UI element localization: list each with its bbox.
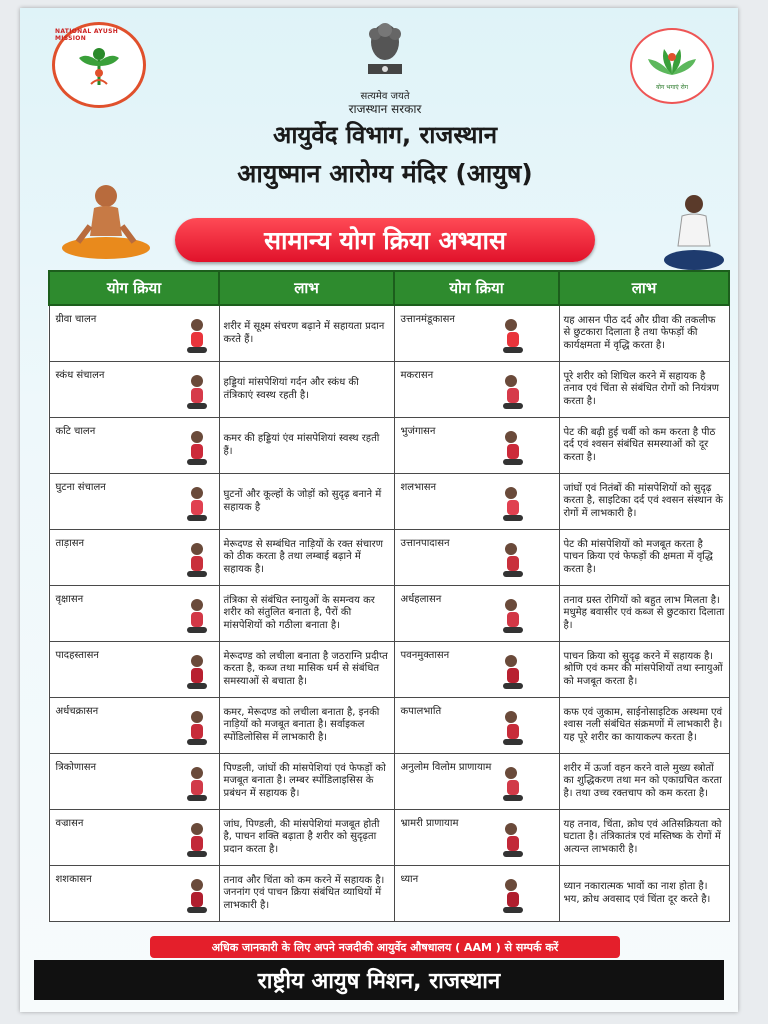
logo-ring-text: NATIONAL AYUSH MISSION xyxy=(55,28,119,42)
pose-name: भुजंगासन xyxy=(400,426,436,437)
yoga-pose-icon xyxy=(153,819,217,863)
pose-benefit: मेरूदण्ड से सम्बंधित नाड़ियों के रक्त संचारण को ठीक करता है तथा लम्बाई बढ़ाने में सहायक है। xyxy=(219,530,394,586)
poster xyxy=(20,8,738,1012)
pose-benefit: पिण्डली, जांघों की मांसपेशियां एवं फेफड़ों को मजबूत बनाता है। लम्बर स्पोंडिलाइसिस के प्रबंधन में सहायक है। xyxy=(219,754,394,810)
yoga-pose-icon xyxy=(493,651,557,695)
lotus-icon xyxy=(644,41,700,81)
pose-benefit: कफ एवं जुकाम, साईनोसाइटिक अस्थमा एवं श्वास नली संबंधित संक्रमणों में लाभकारी है। यह पूरे शरीर का कायाकल्प करता है। xyxy=(559,698,729,754)
pose-name: ताड़ासन xyxy=(55,538,85,549)
yoga-pose-icon xyxy=(153,483,217,527)
pose-name: भ्रामरी प्राणायाम xyxy=(400,818,459,829)
meditating-woman-figure xyxy=(660,190,730,276)
column-header: योग क्रिया xyxy=(394,271,559,305)
pose-name: पवनमुक्तासन xyxy=(400,650,450,661)
pose-name-cell xyxy=(49,642,219,698)
pose-name-cell xyxy=(49,418,219,474)
pose-name-cell xyxy=(394,418,559,474)
table-row xyxy=(49,866,729,922)
pose-benefit: पूरे शरीर को शिथिल करने में सहायक है तनाव एवं चिंता से संबंधित रोगों को नियंत्रण करता है। xyxy=(559,362,729,418)
yoga-lotus-logo xyxy=(630,28,714,104)
table-row xyxy=(49,418,729,474)
pose-name: वृक्षासन xyxy=(55,594,84,605)
column-header: लाभ xyxy=(219,271,394,305)
meditating-man-figure xyxy=(48,176,158,266)
yoga-pose-icon xyxy=(153,707,217,751)
yoga-pose-icon xyxy=(153,539,217,583)
pose-name: शशकासन xyxy=(55,874,92,885)
pose-benefit: तंत्रिका से संबंधित स्नायुओं के समन्वय कर शरीर को संतुलित बनाता है, पैरों की मांसपेशियों को गठीला बनाता है। xyxy=(219,586,394,642)
pose-benefit: ध्यान नकारात्मक भावों का नाश होता है। भय, क्रोध अवसाद एवं चिंता दूर करते है। xyxy=(559,866,729,922)
pose-name-cell xyxy=(49,530,219,586)
pose-name: उत्तानपादासन xyxy=(400,538,450,549)
pose-benefit: पेट की मांसपेशियों को मजबूत करता है पाचन क्रिया एवं फेफड़ों की क्षमता में वृद्धि करता है। xyxy=(559,530,729,586)
pose-benefit: यह आसन पीठ दर्द और ग्रीवा की तकलीफ से छुटकारा दिलाता है तथा फेफड़ों की कार्यक्षमता में वृद्धि करता है। xyxy=(559,305,729,362)
column-header: योग क्रिया xyxy=(49,271,219,305)
pose-benefit: तनाव ग्रस्त रोगियों को बहुत लाभ मिलता है। मधुमेह बवासीर एवं कब्ज से छुटकारा दिलाता है। xyxy=(559,586,729,642)
pose-name-cell xyxy=(394,305,559,362)
pose-name-cell xyxy=(49,810,219,866)
table-row xyxy=(49,642,729,698)
government-name: राजस्थान सरकार xyxy=(348,102,422,116)
pose-name-cell xyxy=(49,362,219,418)
pose-name: ग्रीवा चालन xyxy=(55,314,97,325)
yoga-pose-icon xyxy=(153,315,217,359)
pose-name: घुटना संचालन xyxy=(55,482,106,493)
pose-name: स्कंध संचालन xyxy=(55,370,105,381)
yoga-pose-icon xyxy=(153,875,217,919)
table-row xyxy=(49,474,729,530)
motto: सत्यमेव जयते xyxy=(360,91,410,102)
pose-name-cell xyxy=(394,754,559,810)
pose-benefit: मेरूदण्ड को लचीला बनाता है जठराग्नि प्रदीप्त करता है, कब्ज तथा मासिक धर्म से संबंधित समस्याओं से बचाता है। xyxy=(219,642,394,698)
yoga-pose-icon xyxy=(493,819,557,863)
pose-name-cell xyxy=(49,474,219,530)
yoga-pose-icon xyxy=(493,707,557,751)
pose-benefit: तनाव और चिंता को कम करने में सहायक है। जननांग एवं पाचन क्रिया संबंधित व्याधियों में लाभकारी है। xyxy=(219,866,394,922)
pose-benefit: कमर की हड्डियां एंव मांसपेशियां स्वस्थ रहती हैं। xyxy=(219,418,394,474)
yoga-pose-icon xyxy=(493,483,557,527)
pose-name: वज्रासन xyxy=(55,818,84,829)
pose-benefit: कमर, मेरूदण्ड को लचीला बनाता है, इनकी नाड़ियों को मजबूत बनाता है। सर्वाइकल स्पोंडिलोसिस में लाभकारी है। xyxy=(219,698,394,754)
pose-benefit: जांघों एवं नितंबों की मांसपेशियों को सुदृढ़ करता है, साइटिका दर्द एवं श्वसन संस्थान के रोगों में लाभकारी है। xyxy=(559,474,729,530)
pose-name: उत्तानमंडूकासन xyxy=(400,314,455,325)
pose-name-cell xyxy=(49,698,219,754)
pose-name-cell xyxy=(394,586,559,642)
yoga-pose-icon xyxy=(493,315,557,359)
table-row xyxy=(49,810,729,866)
logo-tagline: योग भगाएं रोग xyxy=(655,84,689,91)
table-row xyxy=(49,530,729,586)
pose-name: पादहस्तासन xyxy=(55,650,99,661)
pose-name: अर्धहलासन xyxy=(400,594,442,605)
pose-name-cell xyxy=(394,698,559,754)
column-header: लाभ xyxy=(559,271,729,305)
center-title: आयुष्मान आरोग्य मंदिर (आयुष) xyxy=(237,159,533,188)
pose-name-cell xyxy=(394,474,559,530)
yoga-pose-icon xyxy=(493,371,557,415)
pose-name: कटि चालन xyxy=(55,426,96,437)
pose-name-cell xyxy=(49,305,219,362)
pose-name-cell xyxy=(394,642,559,698)
pose-name: अर्धचक्रासन xyxy=(55,706,99,717)
pose-name: कपालभाति xyxy=(400,706,442,717)
ayush-tree-icon xyxy=(69,40,129,90)
yoga-pose-icon xyxy=(493,539,557,583)
table-row xyxy=(49,305,729,362)
pose-name: मकरासन xyxy=(400,370,434,381)
pose-name: अनुलोम विलोम प्राणायाम xyxy=(400,762,492,773)
pose-name-cell xyxy=(394,810,559,866)
pose-name: शलभासन xyxy=(400,482,437,493)
pose-name-cell xyxy=(49,586,219,642)
pose-benefit: घुटनों और कूल्हों के जोड़ों को सुदृढ़ बनाने में सहायक है xyxy=(219,474,394,530)
table-row xyxy=(49,586,729,642)
pose-name-cell xyxy=(394,530,559,586)
yoga-pose-icon xyxy=(153,651,217,695)
yoga-pose-icon xyxy=(493,875,557,919)
pose-benefit: शरीर में सूक्ष्म संचरण बढ़ाने में सहायता प्रदान करते हैं। xyxy=(219,305,394,362)
pose-name-cell xyxy=(394,362,559,418)
pose-benefit: शरीर में ऊर्जा वहन करने वाले मुख्य स्त्रोतों का शुद्धिकरण तथा मन को एकाग्रचित करता है। तथा उच्च रक्तचाप को कम करता है। xyxy=(559,754,729,810)
table-row xyxy=(49,362,729,418)
pose-benefit: पेट की बढ़ी हुई चर्बी को कम करता है पीठ दर्द एवं श्वसन संबंधित समस्याओं को दूर करता है। xyxy=(559,418,729,474)
yoga-pose-icon xyxy=(153,427,217,471)
table-row xyxy=(49,698,729,754)
title-banner: सामान्य योग क्रिया अभ्यास xyxy=(175,218,595,262)
table-row xyxy=(49,754,729,810)
pose-benefit: हड्डियां मांसपेशियां गर्दन और स्कंध की तंत्रिकाएं स्वस्थ रहती है। xyxy=(219,362,394,418)
state-emblem-icon xyxy=(360,20,410,84)
contact-strip: अधिक जानकारी के लिए अपने नजदीकी आयुर्वेद औषधालय ( AAM ) से सम्पर्क करें xyxy=(150,936,620,958)
pose-name-cell xyxy=(394,866,559,922)
pose-name-cell xyxy=(49,754,219,810)
yoga-pose-icon xyxy=(153,763,217,807)
pose-benefit: पाचन क्रिया को सुदृढ़ करने में सहायक है। श्रोणि एवं कमर की मांसपेशियों तथा स्नायुओं को मजबूत करता है। xyxy=(559,642,729,698)
department-title: आयुर्वेद विभाग, राजस्थान xyxy=(272,121,498,149)
mission-footer: राष्ट्रीय आयुष मिशन, राजस्थान xyxy=(34,960,724,1000)
yoga-pose-icon xyxy=(493,763,557,807)
yoga-pose-icon xyxy=(493,595,557,639)
pose-name: त्रिकोणासन xyxy=(55,762,97,773)
pose-name-cell xyxy=(49,866,219,922)
pose-name: ध्यान xyxy=(400,874,419,885)
yoga-pose-icon xyxy=(493,427,557,471)
yoga-table xyxy=(48,270,730,922)
table-header-row xyxy=(49,271,729,305)
yoga-pose-icon xyxy=(153,595,217,639)
yoga-pose-icon xyxy=(153,371,217,415)
national-ayush-mission-logo xyxy=(52,22,146,108)
pose-benefit: जांघ, पिण्डली, की मांसपेशियां मजबूत होती है, पाचन शक्ति बढ़ाता है शरीर को सुदृढ़ता प्रदान करता है। xyxy=(219,810,394,866)
pose-benefit: यह तनाव, चिंता, क्रोध एवं अतिसक्रियता को घटाता है। तंत्रिकातंत्र एवं मस्तिष्क के रोगों में अत्यन्त लाभकारी है। xyxy=(559,810,729,866)
